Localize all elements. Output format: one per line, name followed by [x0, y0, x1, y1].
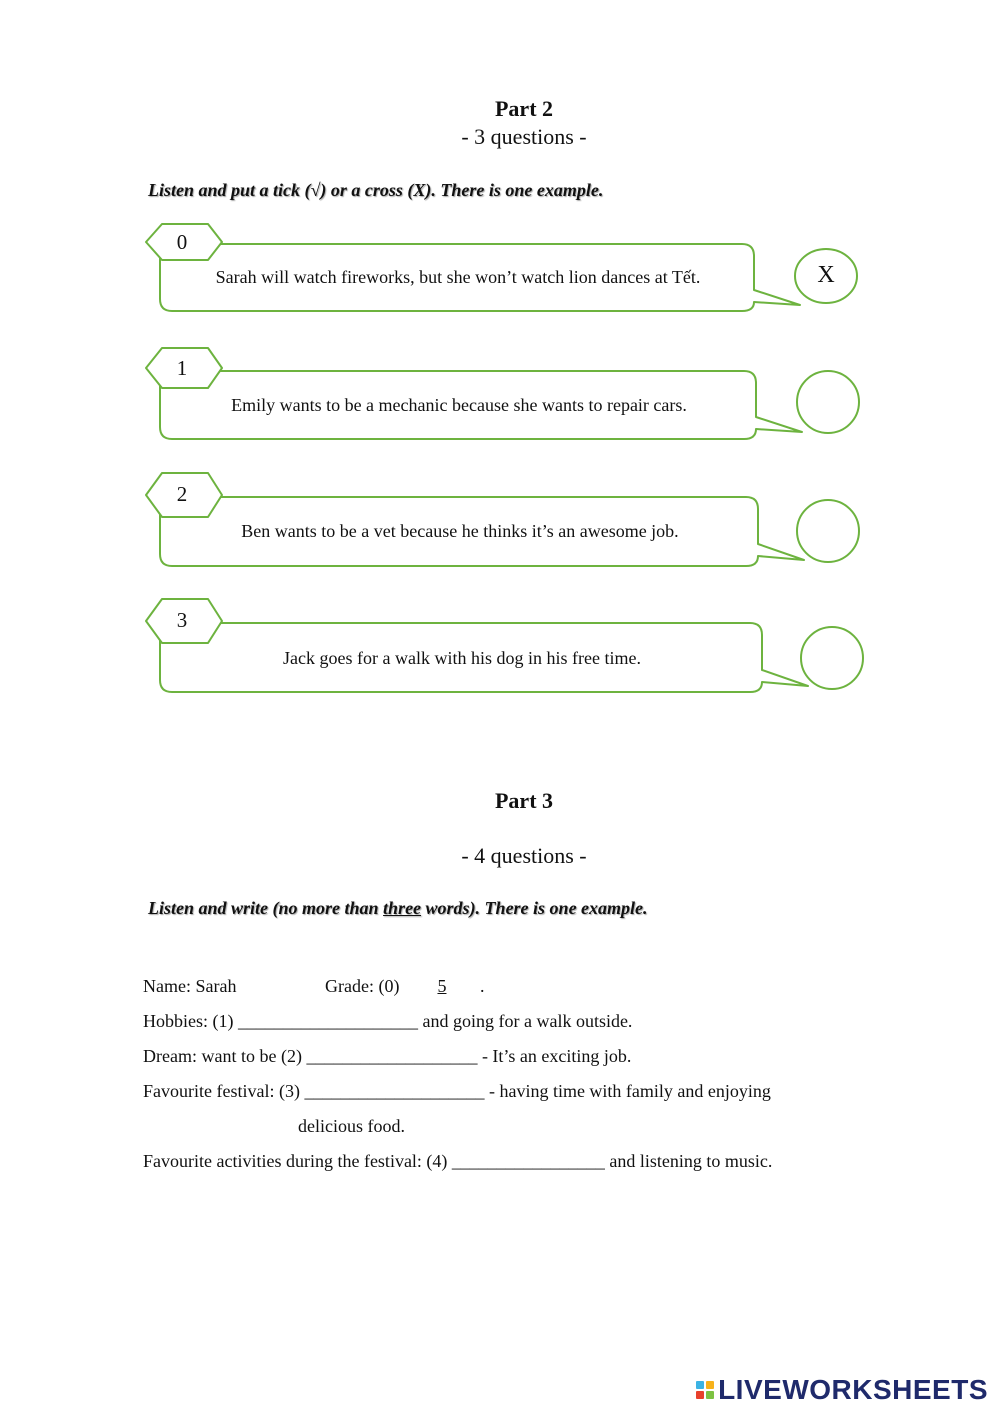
instruction-emphasis: three	[383, 898, 422, 918]
hobbies-line[interactable]: Hobbies: (1) ____________________ and going for a walk outside.	[143, 1011, 633, 1031]
logo-text: LIVEWORKSHEETS	[718, 1374, 988, 1405]
activities-line[interactable]: Favourite activities during the festival: (4) _________________ and listening to music.	[143, 1151, 773, 1171]
answer-circle-2[interactable]	[797, 500, 859, 562]
name-line: Name: Sarah	[143, 976, 237, 996]
part3-title: Part 3	[494, 788, 554, 813]
statement-text-0: Sarah will watch fireworks, but she won’t watch lion dances at Tết.	[215, 267, 701, 287]
question-number-2: 2	[176, 482, 188, 506]
part2-subtitle: - 3 questions -	[461, 124, 587, 149]
liveworksheets-logo	[696, 1376, 988, 1404]
statement-text-3: Jack goes for a walk with his dog in his free time.	[283, 648, 641, 668]
grade-answer: 5	[437, 976, 447, 996]
statement-text-2: Ben wants to be a vet because he thinks it’s an awesome job.	[241, 521, 679, 541]
question-number-3: 3	[176, 608, 188, 632]
dream-line[interactable]: Dream: want to be (2) ___________________ - It’s an exciting job.	[143, 1046, 632, 1066]
logo-icon	[696, 1381, 714, 1399]
question-number-1: 1	[176, 356, 188, 380]
festival-line[interactable]: Favourite festival: (3) ____________________ - having time with family and enjoying	[143, 1081, 771, 1101]
answer-mark-0: X	[817, 262, 835, 288]
part2-title: Part 2	[494, 96, 554, 121]
statement-text-1: Emily wants to be a mechanic because she wants to repair cars.	[231, 395, 687, 415]
part2-instruction: Listen and put a tick (√) or a cross (X). There is one example.	[148, 180, 604, 200]
question-number-0: 0	[176, 230, 188, 254]
festival-line-continued: delicious food.	[298, 1116, 405, 1136]
answer-circle-3[interactable]	[801, 627, 863, 689]
part3-instruction: Listen and write (no more than three words). There is one example.	[148, 898, 648, 918]
part3-subtitle: - 4 questions -	[461, 843, 587, 868]
answer-circle-1[interactable]	[797, 371, 859, 433]
grade-line: Grade: (0) 5 .	[325, 976, 485, 996]
